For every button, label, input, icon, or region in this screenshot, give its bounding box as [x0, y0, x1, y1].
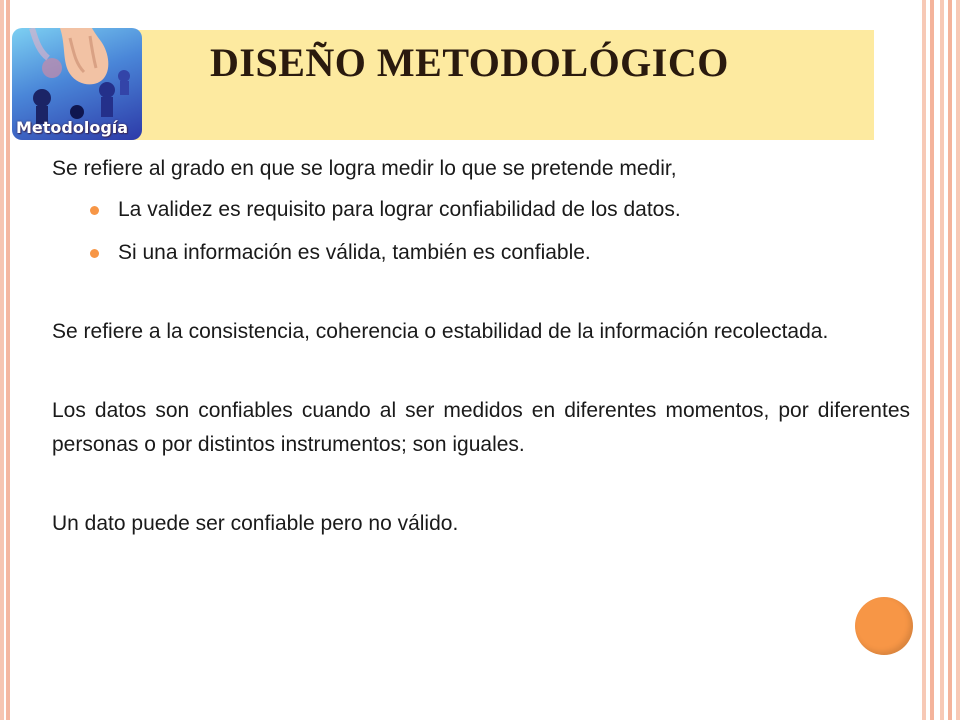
orange-circle-decoration: [855, 597, 913, 655]
metodologia-logo-image: [12, 28, 142, 140]
bullet-item: [118, 194, 910, 226]
reliability-definition-paragraph: Se refiere a la consistencia, coherencia o estabilidad de la información recolectada.: [52, 320, 829, 343]
orange-dot-icon: [90, 249, 99, 258]
logo-label: Metodología: [16, 118, 129, 137]
bullet-text: La validez es requisito para lograr confiabilidad de los datos.: [118, 198, 681, 221]
reliability-explanation-paragraph: Los datos son confiables cuando al ser medidos en diferentes momentos, por diferentes personas o por distintos instrumentos; son iguales.: [52, 399, 910, 456]
orange-dot-icon: [90, 206, 99, 215]
right-decorative-border: [918, 0, 960, 720]
bullet-text: Si una información es válida, también es confiable.: [118, 241, 591, 264]
bullet-list: [52, 194, 910, 269]
bullet-item: [118, 237, 910, 269]
closing-paragraph: Un dato puede ser confiable pero no válido.: [52, 512, 459, 535]
intro-paragraph: Se refiere al grado en que se logra medir lo que se pretende medir,: [52, 157, 677, 180]
slide-content: [52, 152, 910, 541]
slide-title: DISEÑO METODOLÓGICO: [210, 40, 729, 85]
